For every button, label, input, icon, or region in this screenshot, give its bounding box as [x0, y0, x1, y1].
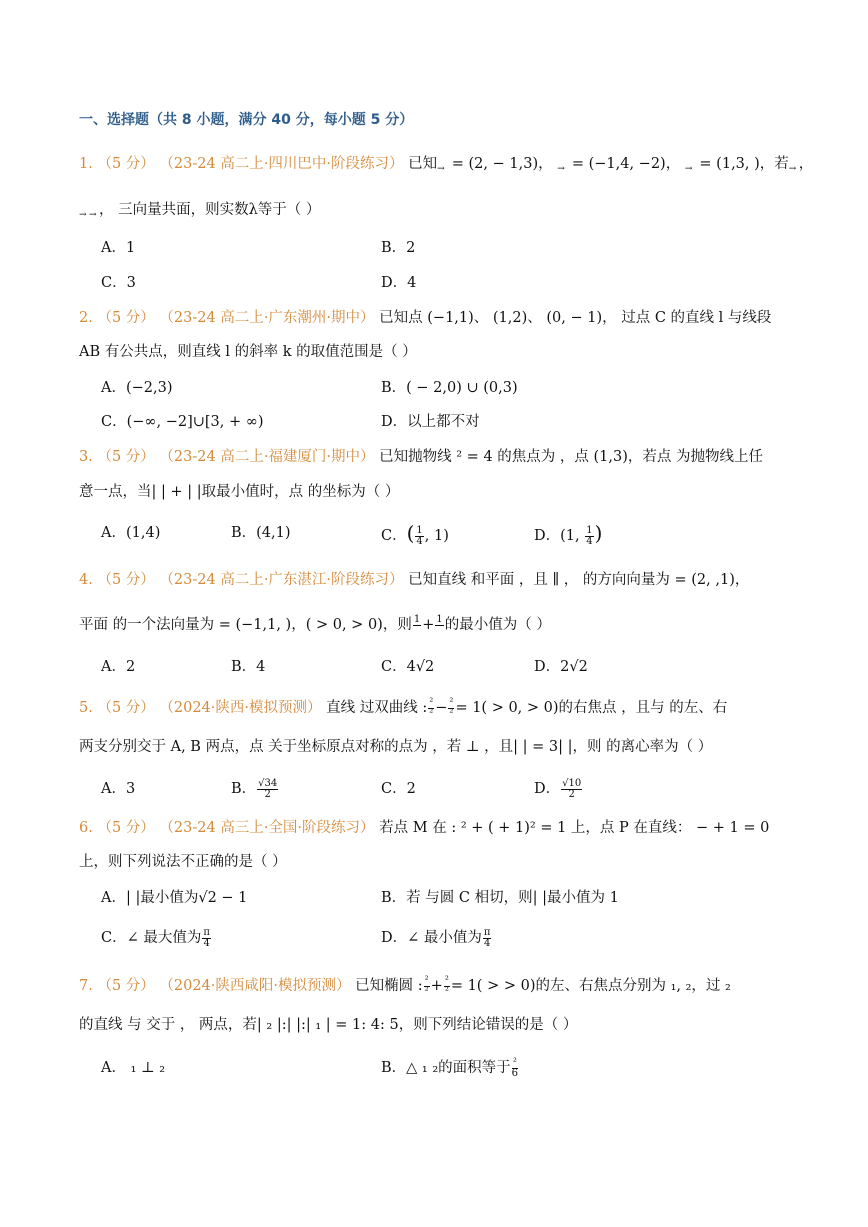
option-label: D．	[534, 781, 561, 797]
option-d[interactable]	[534, 778, 583, 800]
question-source: （2024·陕西·模拟预测）	[159, 700, 322, 716]
question-text: 已知抛物线 ² = 4 的焦点为 ，点 (1,3)，若点 为抛物线上任	[379, 449, 763, 465]
question-4-line-2: 平面 的一个法向量为 = (−1,1, )，( > 0, > 0)，则 1 + 1 的最小值为（ ）	[79, 614, 799, 636]
question-score: （5 分）	[97, 449, 155, 465]
question-text: 已知直线 和平面 ，且 ∥ ， 的方向向量为 = (2, ,1)，	[408, 572, 750, 588]
question-score: （5 分）	[97, 820, 155, 836]
option-c[interactable]: C．( $\frac{1}{4}$ , 1)	[381, 521, 449, 547]
question-5-line-1: 5. （5 分） （2024·陕西·模拟预测） 直线 过双曲线 : $\frac{\text{²}}{\text{²}}$ − $\frac{\text{²}}{\text{²}}$ = 1( > 0, > 0)的右焦点 ，且与 的左、右	[79, 696, 728, 719]
question-text: 已知点 (−1,1)、 (1,2)、 (0, − 1)， 过点 C 的直线 l 与线段	[379, 310, 772, 326]
question-1-line-2	[79, 199, 799, 221]
option-label: B．	[231, 781, 257, 797]
fraction: 1	[413, 613, 421, 625]
option-d[interactable]: D．2√2	[534, 659, 588, 675]
option-a[interactable]: A．1	[101, 240, 136, 256]
option-b[interactable]: B．( − 2,0) ∪ (0,3)	[381, 380, 518, 396]
math-expr: = (1,3, )，若	[694, 156, 789, 172]
question-score: （5 分）	[97, 978, 155, 994]
question-1-line-1: 1. （5 分） （23-24 高二上·四川巴中·阶段练习） 已知 = (2, − 1,3)， = (−1,4, −2)， = (1,3, )，若 ，	[79, 156, 814, 172]
question-score: （5 分）	[97, 156, 155, 172]
question-number: 4.	[79, 572, 93, 588]
option-a[interactable]: A．(1,4)	[101, 525, 161, 541]
option-a[interactable]: A． ₁ ⊥ ₂	[101, 1060, 166, 1076]
option-label: D．	[534, 528, 561, 544]
fraction: $\frac{√10}{2}$	[562, 777, 582, 800]
question-3-line-2: 意一点，当| | + | |取最小值时，点 的坐标为（ ）	[79, 484, 400, 500]
fraction: $\frac{\text{²}}{\text{²}}$	[449, 696, 454, 719]
question-number: 5.	[79, 700, 93, 716]
question-source: （23-24 高二上·四川巴中·阶段练习）	[159, 156, 404, 172]
option-label: C．∠ 最大值为	[101, 930, 202, 946]
question-3-line-1	[79, 446, 799, 468]
question-4-line-1	[79, 569, 799, 591]
option-b[interactable]: B．若 与圆 C 相切，则| |最小值为 1	[381, 890, 619, 906]
option-a[interactable]: A．3	[101, 781, 136, 797]
question-text: 直线 过双曲线 :	[326, 700, 428, 716]
option-c[interactable]: C．3	[101, 275, 136, 291]
option-d[interactable]: D．(1, $\frac{1}{4}$ )	[534, 521, 603, 547]
question-text: ， 三向量共面，则实数λ等于（ ）	[99, 202, 321, 218]
option-b[interactable]	[381, 1057, 519, 1079]
option-label: B．△ ₁ ₂的面积等于	[381, 1060, 511, 1076]
fraction: $\frac{1}{4}$	[416, 524, 423, 547]
fraction: $\frac{√34}{2}$	[258, 777, 278, 800]
question-score: （5 分）	[97, 572, 155, 588]
fraction: $\frac{\text{²}}{6}$	[511, 1056, 519, 1079]
math-expr: = (2, − 1,3)，	[447, 156, 553, 172]
fraction: $\frac{1}{4}$	[586, 524, 593, 547]
option-d[interactable]: D．4	[381, 275, 417, 291]
option-a[interactable]: A．(−2,3)	[101, 380, 173, 396]
question-text: 若点 M 在 : ² + ( + 1)² = 1 上，点 P 在直线： − + 1 = 0	[379, 820, 770, 836]
option-b[interactable]: B．(4,1)	[231, 525, 291, 541]
option-a[interactable]: A．| |最小值为√2 − 1	[101, 890, 248, 906]
math-expr: = (−1,4, −2)，	[567, 156, 681, 172]
question-source: （2024·陕西咸阳·模拟预测）	[159, 978, 351, 994]
question-number: 1.	[79, 156, 93, 172]
question-number: 3.	[79, 449, 93, 465]
fraction: $\frac{\text{²}}{\text{²}}$	[429, 696, 434, 719]
fraction: $\frac{\text{²}}{\text{²}}$	[444, 974, 449, 997]
option-c[interactable]: C．4√2	[381, 659, 435, 675]
question-score: （5 分）	[97, 700, 155, 716]
question-2-line-2: AB 有公共点，则直线 l 的斜率 k 的取值范围是（ ）	[79, 344, 417, 360]
option-c[interactable]: C．(−∞, −2]∪[3, + ∞)	[101, 414, 264, 430]
section-title: 一、选择题（共 8 小题，满分 40 分，每小题 5 分）	[79, 112, 414, 128]
question-number: 7.	[79, 978, 93, 994]
option-label: C．	[381, 528, 407, 544]
fraction: $\frac{\pi}{4}$	[483, 926, 491, 949]
option-b[interactable]	[231, 778, 279, 800]
option-c[interactable]	[101, 927, 212, 949]
option-label: D．∠ 最小值为	[381, 930, 482, 946]
question-number: 6.	[79, 820, 93, 836]
question-source: （23-24 高二上·广东湛江·阶段练习）	[159, 572, 404, 588]
option-b[interactable]: B．2	[381, 240, 416, 256]
question-7-line-2: 的直线 与 交于 ， 两点，若| ₂ |:| |:| ₁ | = 1: 4: 5，则下列结论错误的是（ ）	[79, 1017, 578, 1033]
question-score: （5 分）	[97, 310, 155, 326]
option-d[interactable]: D．以上都不对	[381, 414, 480, 430]
option-c[interactable]: C．2	[381, 781, 416, 797]
question-source: （23-24 高二上·福建厦门·期中）	[159, 449, 375, 465]
question-source: （23-24 高二上·广东潮州·期中）	[159, 310, 375, 326]
question-text: 已知	[408, 156, 438, 172]
question-6-line-2: 上，则下列说法不正确的是（ ）	[79, 854, 287, 870]
question-source: （23-24 高三上·全国·阶段练习）	[159, 820, 375, 836]
fraction: $\frac{\pi}{4}$	[203, 926, 210, 949]
question-5-line-2: 两支分别交于 A, B 两点，点 关于坐标原点对称的点为 ，若 ⊥ ，且| | = 3| |，则 的离心率为（ ）	[79, 739, 713, 755]
question-text: 已知椭圆 :	[355, 978, 423, 994]
question-6-line-1	[79, 817, 799, 839]
question-7-line-1: 7. （5 分） （2024·陕西咸阳·模拟预测） 已知椭圆 : $\frac{\text{²}}{\text{²}}$ + $\frac{\text{²}}{\text{²}}$ = 1( > > 0)的左、右焦点分别为 ₁, ₂，过 ₂	[79, 974, 731, 997]
question-text: 平面 的一个法向量为 = (−1,1, )，( > 0, > 0)，则	[79, 617, 412, 633]
option-b[interactable]: B．4	[231, 659, 266, 675]
fraction: $\frac{\text{²}}{\text{²}}$	[424, 974, 429, 997]
option-a[interactable]: A．2	[101, 659, 136, 675]
option-d[interactable]	[381, 927, 492, 949]
fraction: 1	[436, 613, 443, 625]
question-number: 2.	[79, 310, 93, 326]
question-2-line-1	[79, 307, 799, 329]
